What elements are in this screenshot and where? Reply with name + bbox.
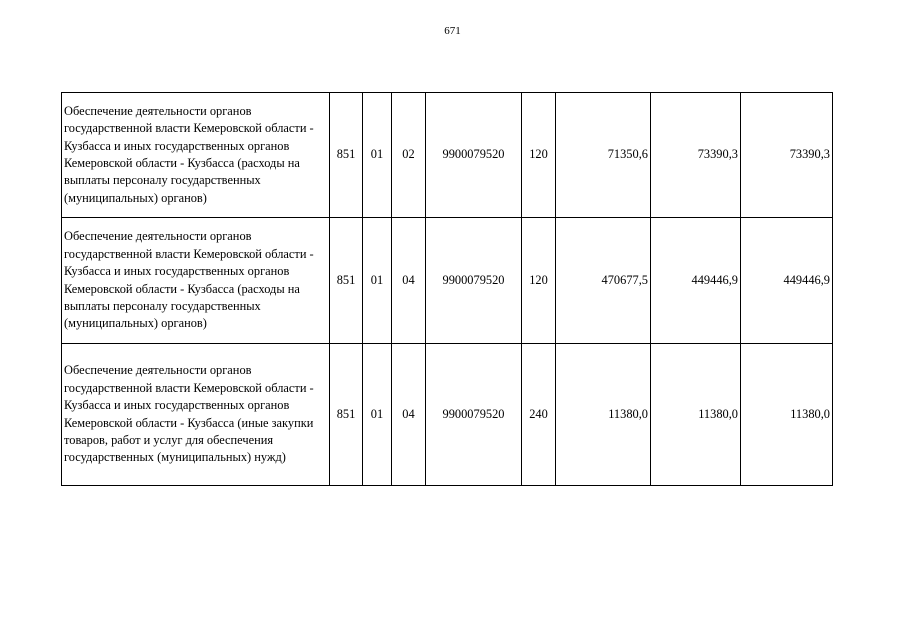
- page-number: 671: [444, 25, 461, 37]
- amount-2-cell: 11380,0: [651, 344, 741, 486]
- amount-1-cell: 470677,5: [556, 218, 651, 344]
- target-code-cell: 9900079520: [426, 344, 522, 486]
- amount-3-cell: 449446,9: [741, 218, 833, 344]
- subsection-code-cell: 04: [392, 344, 426, 486]
- target-code-cell: 9900079520: [426, 218, 522, 344]
- row-name-cell: Обеспечение деятельности органов государственной власти Кемеровской области - Кузбасса и иных государственных органов Кемеровской области - Кузбасса (расходы на выплаты персоналу государственных (муниципальных) органов): [62, 93, 330, 218]
- subsection-code-cell: 04: [392, 218, 426, 344]
- amount-2-cell: 449446,9: [651, 218, 741, 344]
- amount-1-cell: 71350,6: [556, 93, 651, 218]
- ministry-code-cell: 851: [330, 93, 363, 218]
- table-row: [62, 93, 833, 218]
- ministry-code-cell: 851: [330, 344, 363, 486]
- table-row: [62, 218, 833, 344]
- row-name-cell: Обеспечение деятельности органов государственной власти Кемеровской области - Кузбасса и иных государственных органов Кемеровской области - Кузбасса (расходы на выплаты персоналу государственных (муниципальных) органов): [62, 218, 330, 344]
- expense-type-cell: 240: [522, 344, 556, 486]
- section-code-cell: 01: [363, 218, 392, 344]
- budget-table: [61, 92, 833, 486]
- amount-3-cell: 11380,0: [741, 344, 833, 486]
- amount-1-cell: 11380,0: [556, 344, 651, 486]
- row-name-cell: Обеспечение деятельности органов государственной власти Кемеровской области - Кузбасса и иных государственных органов Кемеровской области - Кузбасса (иные закупки товаров, работ и услуг для обеспечения государственных (муниципальных) нужд): [62, 344, 330, 486]
- target-code-cell: 9900079520: [426, 93, 522, 218]
- subsection-code-cell: 02: [392, 93, 426, 218]
- section-code-cell: 01: [363, 93, 392, 218]
- section-code-cell: 01: [363, 344, 392, 486]
- expense-type-cell: 120: [522, 93, 556, 218]
- table-row: [62, 344, 833, 486]
- expense-type-cell: 120: [522, 218, 556, 344]
- amount-2-cell: 73390,3: [651, 93, 741, 218]
- amount-3-cell: 73390,3: [741, 93, 833, 218]
- ministry-code-cell: 851: [330, 218, 363, 344]
